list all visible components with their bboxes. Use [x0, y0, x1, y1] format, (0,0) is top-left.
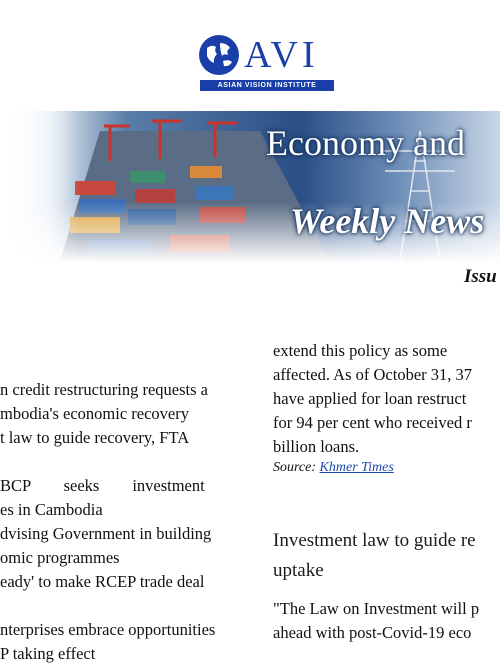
- toc-line[interactable]: eady' to make RCEP trade deal: [0, 572, 205, 591]
- heading-line: Investment law to guide re: [273, 530, 476, 551]
- toc-line[interactable]: BCP seeks investment: [0, 476, 205, 495]
- article-line: affected. As of October 31, 37: [273, 365, 473, 384]
- logo-subtitle: ASIAN VISION INSTITUTE: [200, 80, 334, 91]
- banner-subtitle: Weekly News: [290, 201, 485, 241]
- toc-line[interactable]: dvising Government in building: [0, 524, 212, 543]
- article-line: have applied for loan restruct: [273, 389, 467, 408]
- logo-name: AVI: [244, 34, 319, 76]
- avi-logo: [198, 34, 338, 100]
- heading-line: uptake: [273, 560, 324, 581]
- toc-line[interactable]: P taking effect: [0, 644, 96, 663]
- section-heading: [273, 526, 476, 586]
- toc-line[interactable]: omic programmes: [0, 548, 120, 567]
- toc-line[interactable]: mbodia's economic recovery: [0, 404, 189, 423]
- toc-line[interactable]: t law to guide recovery, FTA: [0, 428, 190, 447]
- article-line: extend this policy as some: [273, 341, 448, 360]
- article-line: billion loans.: [273, 437, 360, 456]
- source-label: Source:: [273, 460, 317, 475]
- article-source: [273, 460, 394, 476]
- article-line: "The Law on Investment will p: [273, 599, 480, 618]
- source-link[interactable]: Khmer Times: [319, 460, 394, 475]
- issue-label: Issu: [464, 266, 497, 287]
- toc-line[interactable]: es in Cambodia: [0, 500, 103, 519]
- contents-list: [0, 378, 245, 666]
- second-article-body: [273, 597, 479, 645]
- toc-line[interactable]: nterprises embrace opportunities: [0, 620, 216, 639]
- article-line: for 94 per cent who received r: [273, 413, 472, 432]
- globe-icon: [198, 34, 240, 76]
- banner-title: Economy and: [266, 123, 465, 163]
- toc-line[interactable]: n credit restructuring requests a: [0, 380, 209, 399]
- toc-line: [0, 594, 245, 618]
- article-body: [273, 339, 500, 459]
- article-line: ahead with post-Covid-19 eco: [273, 623, 472, 642]
- toc-line: [0, 450, 245, 474]
